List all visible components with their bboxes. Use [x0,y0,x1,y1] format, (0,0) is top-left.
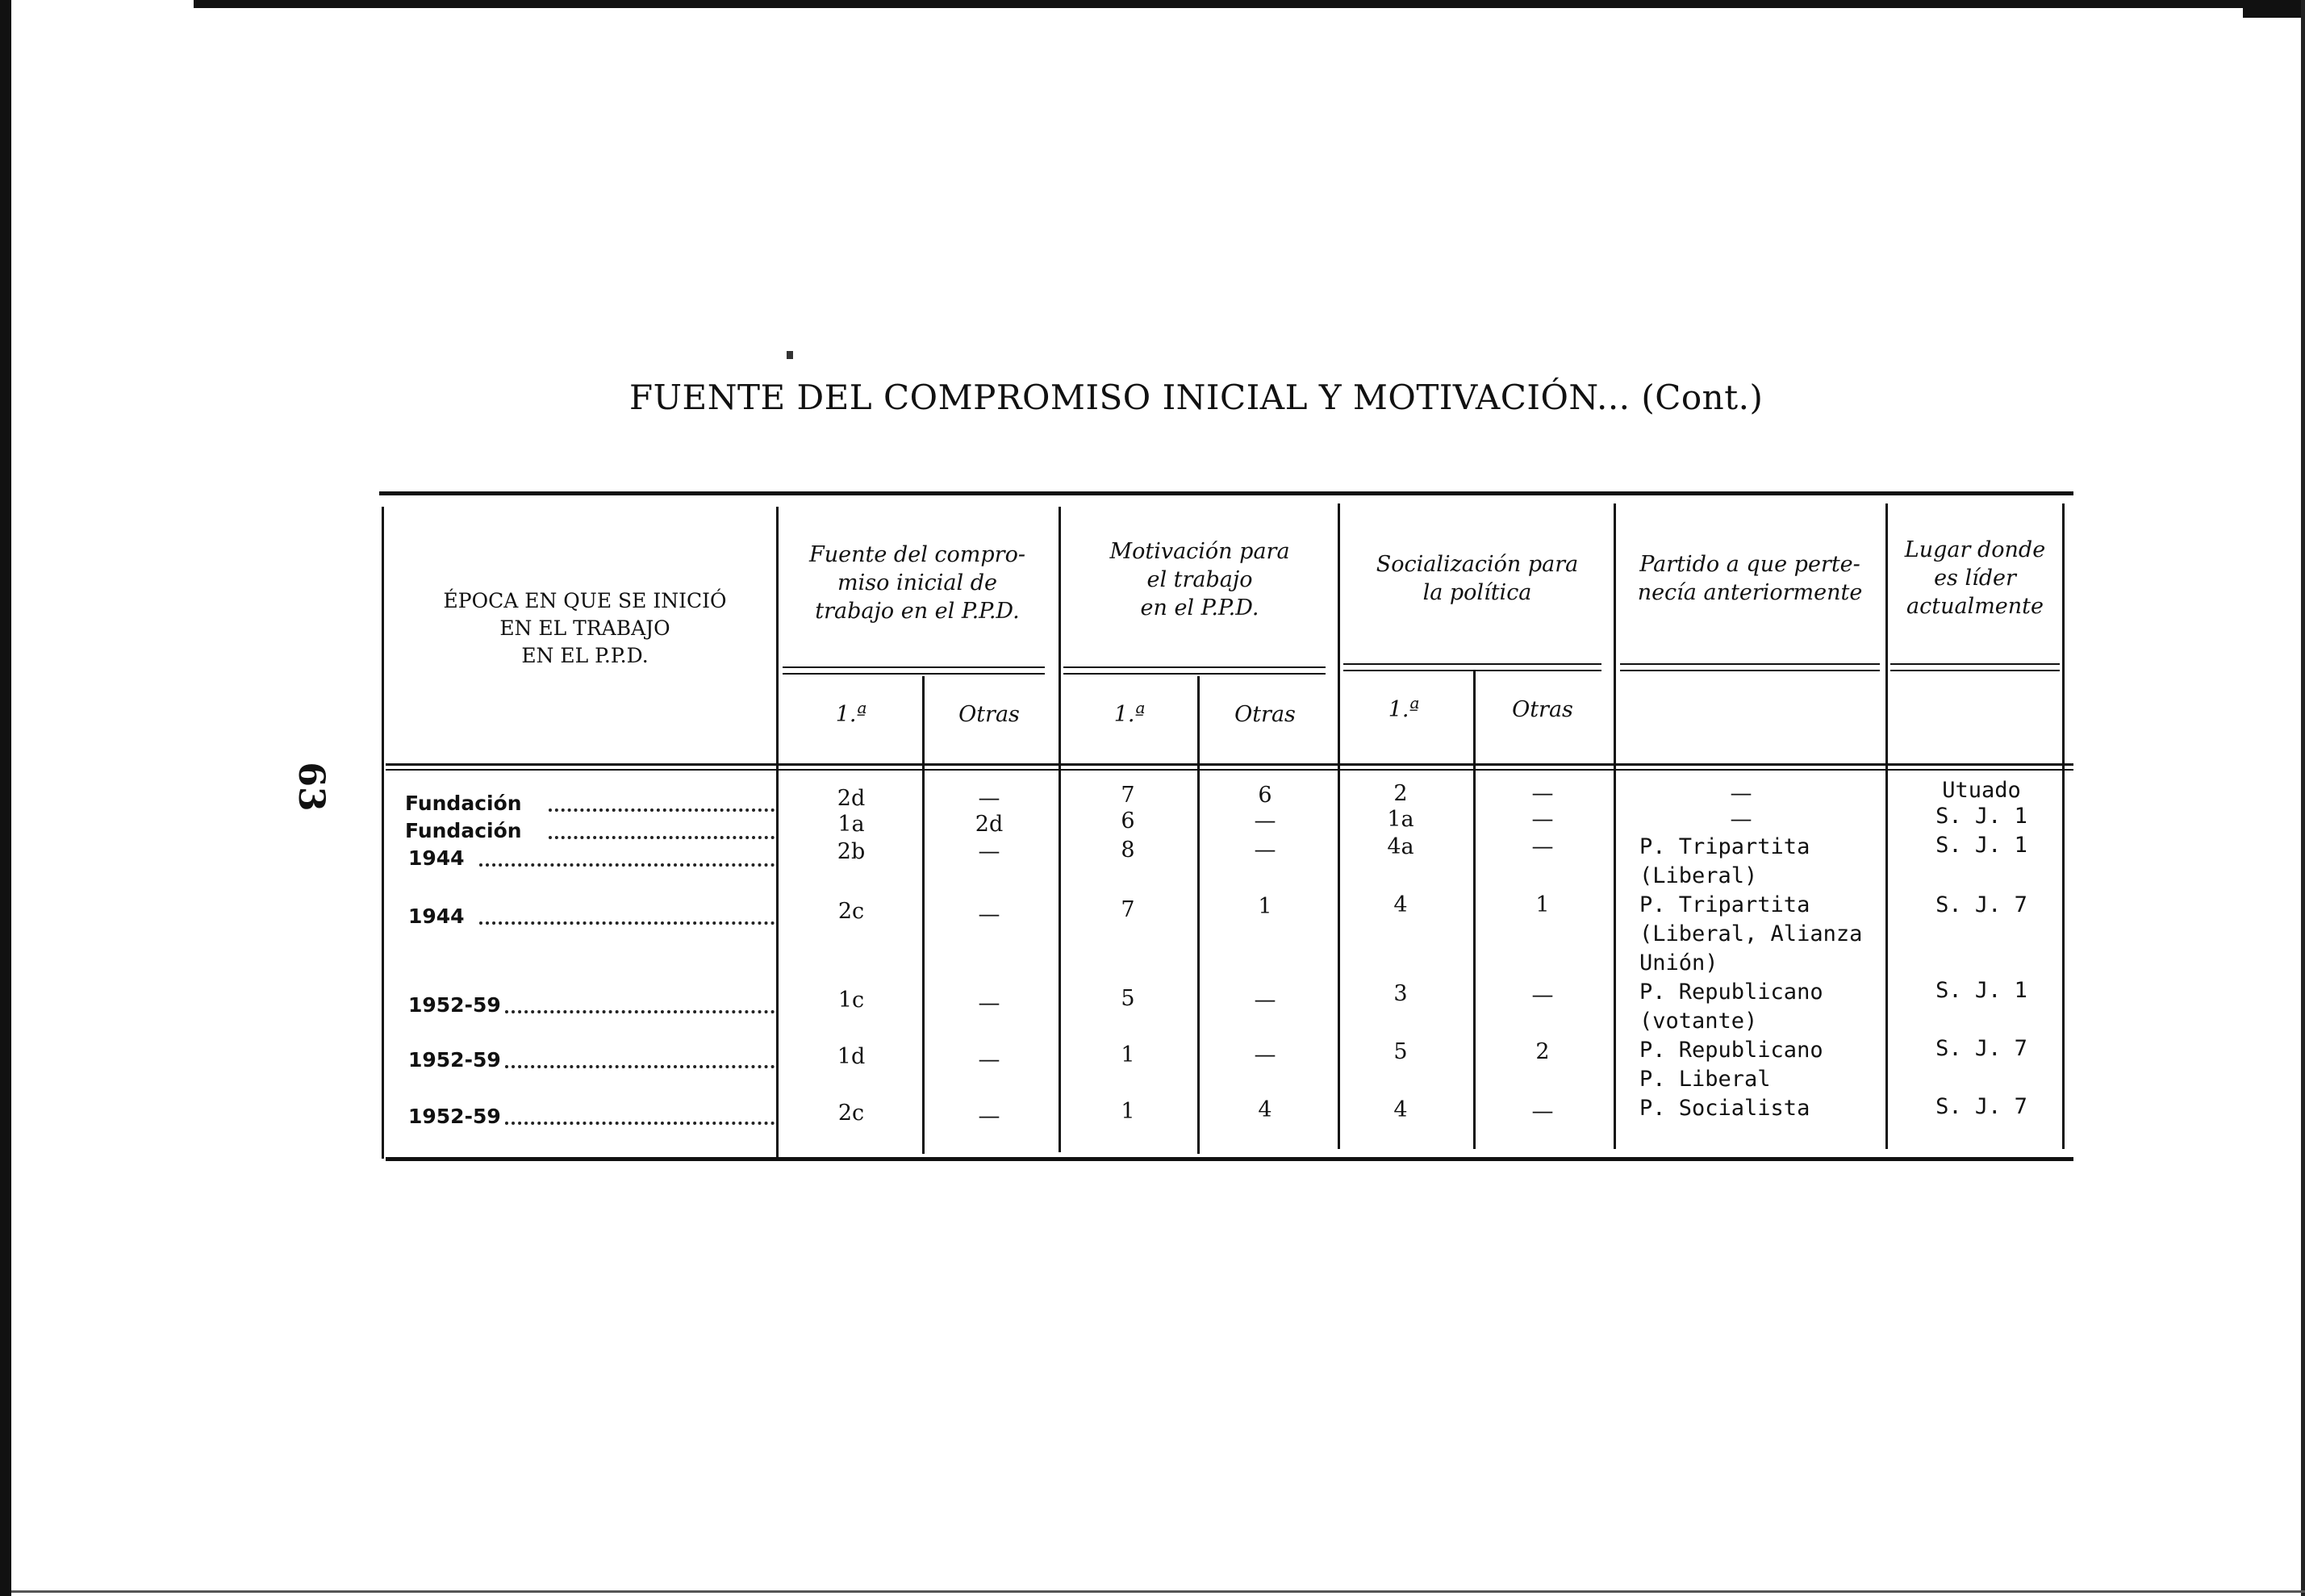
cell-fuente-primera: 1c [837,988,865,1013]
cell-socializacion-primera: 5 [1393,1039,1408,1064]
scan-edge-bottom [11,1590,2305,1593]
vrule-motivacion [1338,503,1340,1149]
cell-motivacion-primera: 7 [1121,897,1135,922]
cell-partido: P. Tripartita (Liberal, Alianza Unión) [1639,892,1863,976]
cell-lugar: Utuado [1942,778,2021,803]
row-epoca: Fundación [405,792,522,815]
row-epoca: 1952-59 [408,993,501,1017]
leader-dots [505,1065,775,1068]
cell-motivacion-otras: — [1254,838,1276,863]
cell-motivacion-otras: 6 [1258,783,1272,808]
vrule-socializacion [1614,503,1616,1149]
cell-socializacion-otras: — [1531,807,1554,832]
vrule-motivacion-split [1197,676,1200,1154]
cell-motivacion-primera: 7 [1121,783,1135,808]
motivacion-group-rule-2 [1063,673,1326,675]
subheader-motivacion-otras: Otras [1234,702,1296,727]
page-number: 63 [290,762,332,812]
vrule-epoca [776,507,779,1159]
cell-motivacion-primera: 6 [1121,808,1135,834]
cell-partido: P. Republicano (votante) [1639,980,1823,1034]
cell-fuente-otras: — [978,1047,1000,1072]
subheader-fuente-primera: 1.ª [835,702,867,727]
scan-edge-left [0,0,11,1596]
cell-motivacion-otras: 1 [1258,894,1272,919]
row-epoca: Fundación [405,819,522,842]
cell-fuente-otras: 2d [975,812,1004,837]
table-bottom-rule [386,1157,2073,1161]
vrule-fuente-split [922,676,925,1154]
fuente-group-rule [783,666,1045,668]
ink-speck [787,351,793,359]
subheader-socializacion-primera: 1.ª [1388,697,1420,722]
cell-motivacion-primera: 1 [1121,1099,1135,1124]
scan-edge-top [194,0,2305,8]
cell-partido: — [1730,807,1752,832]
vrule-fuente [1059,507,1061,1152]
cell-partido: P. Tripartita (Liberal) [1639,834,1810,888]
cell-partido: P. Socialista [1639,1096,1810,1121]
cell-fuente-primera: 2c [837,899,865,924]
socializacion-group-rule [1343,663,1601,665]
vrule-left [382,507,384,1159]
subheader-motivacion-primera: 1.ª [1113,702,1146,727]
cell-socializacion-otras: 1 [1535,892,1550,917]
cell-socializacion-otras: — [1531,983,1554,1008]
header-epoca: ÉPOCA EN QUE SE INICIÓ EN EL TRABAJO EN EL P.P.D. [443,589,727,667]
lugar-group-rule-2 [1890,670,2060,671]
lugar-group-rule [1890,663,2060,665]
leader-dots [549,808,775,812]
scan-edge-right [2301,0,2305,1596]
row-epoca: 1952-59 [408,1048,501,1072]
cell-motivacion-primera: 5 [1121,986,1135,1011]
cell-fuente-primera: 2c [837,1101,865,1126]
vrule-socializacion-split [1473,671,1476,1149]
cell-partido: — [1730,781,1752,806]
cell-socializacion-primera: 1a [1387,807,1414,832]
leader-dots [479,921,775,925]
cell-fuente-primera: 2d [837,786,866,811]
cell-motivacion-otras: — [1254,988,1276,1013]
row-epoca: 1952-59 [408,1105,501,1128]
cell-socializacion-primera: 4 [1393,1097,1408,1122]
cell-fuente-otras: — [978,786,1000,811]
cell-socializacion-otras: 2 [1535,1039,1550,1064]
cell-fuente-otras: — [978,902,1000,927]
cell-motivacion-otras: — [1254,808,1276,834]
row-epoca: 1944 [408,846,465,870]
cell-socializacion-primera: 4a [1387,834,1414,859]
cell-lugar: S. J. 1 [1935,804,2027,829]
cell-fuente-otras: — [978,1104,1000,1129]
scan-edge-corner [2243,0,2305,18]
cell-lugar: S. J. 1 [1935,978,2027,1003]
cell-lugar: S. J. 7 [1935,1094,2027,1119]
cell-fuente-otras: — [978,839,1000,864]
header-socializacion: Socialización para la política [1376,552,1579,605]
cell-fuente-primera: 1d [837,1044,866,1069]
leader-dots [549,836,775,839]
fuente-group-rule-2 [783,673,1045,675]
cell-socializacion-otras: — [1531,781,1554,806]
cell-lugar: S. J. 1 [1935,833,2027,858]
header-partido: Partido a que perte- necía anteriormente [1637,552,1863,605]
cell-socializacion-otras: — [1531,834,1554,859]
cell-socializacion-primera: 4 [1393,892,1408,917]
cell-fuente-otras: — [978,991,1000,1016]
cell-lugar: S. J. 7 [1935,892,2027,917]
header-bottom-rule-2 [386,769,2073,771]
leader-dots [505,1010,775,1013]
header-fuente: Fuente del compro- miso inicial de trabajo en el P.P.D. [809,542,1025,624]
table-top-rule [379,491,2073,495]
motivacion-group-rule [1063,666,1326,668]
leader-dots [479,863,775,867]
cell-socializacion-primera: 3 [1393,981,1408,1006]
cell-fuente-primera: 2b [837,839,866,864]
cell-partido: P. Republicano P. Liberal [1639,1038,1823,1092]
vrule-partido [1885,503,1888,1149]
socializacion-group-rule-2 [1343,670,1601,671]
cell-socializacion-otras: — [1531,1099,1554,1124]
partido-group-rule [1620,663,1880,665]
cell-motivacion-primera: 1 [1121,1042,1135,1067]
cell-motivacion-otras: 4 [1258,1097,1272,1122]
cell-motivacion-otras: — [1254,1042,1276,1067]
row-epoca: 1944 [408,905,465,928]
table-title: FUENTE DEL COMPROMISO INICIAL Y MOTIVACIÓN... (Cont.) [629,378,1764,417]
header-bottom-rule [386,763,2073,766]
cell-lugar: S. J. 7 [1935,1036,2027,1061]
cell-motivacion-primera: 8 [1121,838,1135,863]
subheader-socializacion-otras: Otras [1512,697,1573,722]
header-lugar: Lugar donde es líder actualmente [1904,537,2046,619]
subheader-fuente-otras: Otras [958,702,1020,727]
header-motivacion: Motivación para el trabajo en el P.P.D. [1109,539,1290,620]
partido-group-rule-2 [1620,670,1880,671]
cell-fuente-primera: 1a [837,812,865,837]
cell-socializacion-primera: 2 [1393,781,1408,806]
leader-dots [505,1122,775,1125]
